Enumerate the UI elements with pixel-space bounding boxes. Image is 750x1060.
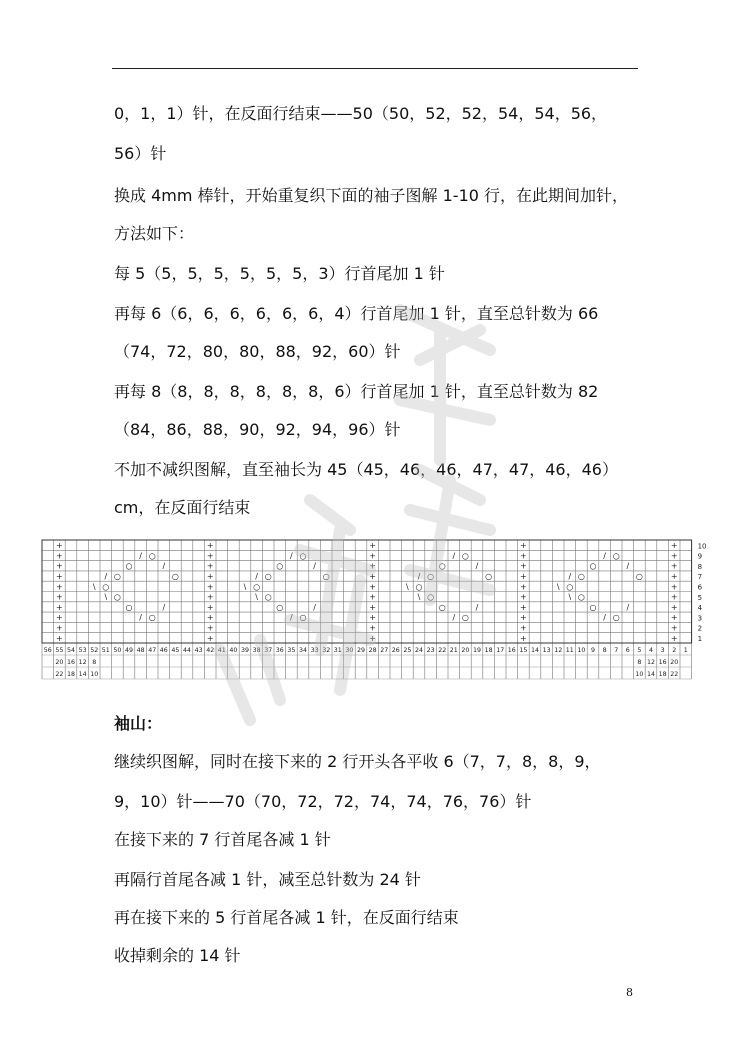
chart-size-mark: 10	[635, 671, 644, 678]
chart-stitch-number: 27	[380, 647, 389, 654]
text-line: 继续织图解，同时在接下来的 2 行开头各平收 6（7，7，8，8，9，	[114, 752, 601, 771]
chart-stitch-number: 37	[264, 647, 273, 654]
chart-symbol-purl: +	[520, 633, 527, 643]
chart-symbol: /	[162, 602, 166, 612]
chart-stitch-number: 43	[194, 647, 203, 654]
chart-stitch-number: 6	[625, 647, 630, 654]
chart-row-number: 3	[697, 614, 703, 623]
chart-symbol: ○	[253, 582, 261, 592]
chart-symbol: ○	[125, 602, 133, 612]
page-number: 8	[626, 986, 633, 999]
header-rule	[112, 68, 638, 69]
text-line: 56）针	[114, 144, 167, 163]
chart-row-number: 5	[697, 593, 703, 602]
chart-stitch-number: 52	[90, 647, 99, 654]
chart-symbol: /	[313, 602, 316, 612]
text-line: 不加不减织图解，直至袖长为 45（45，46，46，47，47，46，46）	[114, 460, 618, 479]
chart-symbol-purl: +	[56, 592, 63, 602]
chart-symbol-purl: +	[56, 572, 63, 581]
chart-stitch-number: 20	[461, 647, 470, 654]
chart-size-mark: 16	[66, 659, 76, 666]
chart-symbol: ○	[612, 551, 620, 561]
chart-stitch-number: 10	[577, 647, 586, 654]
chart-symbol: \	[243, 582, 247, 592]
chart-symbol: ○	[264, 572, 272, 581]
chart-stitch-number: 49	[124, 647, 134, 654]
chart-symbol: ○	[125, 561, 133, 571]
chart-symbol-purl: +	[56, 541, 63, 551]
chart-symbol-purl: +	[369, 613, 376, 623]
chart-symbol: ○	[113, 592, 121, 602]
chart-stitch-number: 1	[683, 647, 688, 654]
chart-symbol: ○	[299, 613, 307, 623]
chart-symbol-purl: +	[670, 592, 678, 602]
chart-symbol: /	[568, 572, 572, 581]
chart-symbol: \	[556, 582, 560, 592]
chart-symbol: ○	[635, 572, 643, 581]
chart-stitch-number: 34	[298, 647, 308, 654]
chart-stitch-number: 14	[530, 647, 540, 654]
chart-size-mark: 14	[646, 671, 656, 678]
chart-symbol-purl: +	[206, 592, 214, 602]
text-line: 再每 6（6，6，6，6，6，6，4）行首尾加 1 针，直至总针数为 66	[114, 304, 599, 323]
chart-stitch-number: 35	[287, 647, 296, 654]
chart-symbol: ○	[589, 561, 597, 571]
chart-symbol-purl: +	[670, 541, 678, 551]
chart-symbol-purl: +	[206, 561, 214, 571]
chart-size-mark: 8	[637, 659, 642, 666]
chart-symbol-purl: +	[520, 592, 527, 602]
chart-row-number: 7	[697, 573, 703, 582]
chart-symbol: ○	[102, 582, 110, 592]
chart-symbol: ○	[612, 613, 620, 623]
text-line: 收掉剩余的 14 针	[114, 946, 241, 965]
chart-symbol: /	[255, 572, 258, 581]
chart-symbol: \	[568, 592, 572, 602]
chart-symbol: ○	[485, 572, 493, 581]
chart-stitch-number: 41	[217, 647, 226, 654]
chart-size-mark: 16	[658, 659, 667, 666]
chart-stitch-number: 45	[171, 647, 180, 654]
chart-row-number: 9	[697, 552, 703, 561]
chart-symbol-purl: +	[520, 602, 527, 612]
chart-symbol: ○	[113, 572, 121, 581]
chart-symbol: /	[603, 613, 606, 623]
text-line: 在接下来的 7 行首尾各减 1 针	[114, 830, 331, 849]
chart-symbol: ○	[438, 602, 446, 612]
chart-symbol-purl: +	[369, 582, 376, 592]
chart-symbol-purl: +	[56, 633, 63, 643]
chart-stitch-number: 30	[345, 647, 354, 654]
chart-size-mark: 22	[670, 671, 679, 678]
chart-stitch-number: 36	[275, 647, 284, 654]
chart-stitch-number: 13	[542, 647, 551, 654]
text-line: 每 5（5，5，5，5，5，5，3）行首尾加 1 针	[114, 264, 445, 283]
chart-stitch-number: 16	[507, 647, 516, 654]
chart-size-mark: 20	[55, 659, 64, 666]
chart-symbol: /	[603, 551, 606, 561]
chart-symbol: /	[139, 551, 142, 561]
chart-symbol: /	[290, 613, 293, 623]
chart-symbol: ○	[427, 592, 435, 602]
chart-symbol: /	[290, 551, 293, 561]
chart-stitch-number: 9	[590, 647, 596, 654]
chart-symbol: /	[475, 561, 479, 571]
chart-stitch-number: 8	[602, 647, 607, 654]
chart-symbol-purl: +	[670, 602, 678, 612]
chart-symbol-purl: +	[670, 633, 678, 643]
chart-stitch-number: 22	[438, 647, 447, 654]
chart-symbol-purl: +	[56, 623, 63, 633]
chart-symbol-purl: +	[520, 561, 527, 571]
text-line: 方法如下：	[114, 224, 195, 243]
chart-symbol: \	[406, 582, 409, 592]
text-line: （84，86，88，90，92，94，96）针	[114, 420, 401, 439]
chart-stitch-number: 29	[356, 647, 366, 654]
chart-stitch-number: 4	[648, 647, 654, 654]
chart-stitch-number: 15	[519, 647, 528, 654]
chart-row-number: 1	[697, 635, 703, 643]
chart-symbol: ○	[427, 572, 435, 581]
chart-stitch-number: 7	[614, 647, 619, 654]
chart-symbol: /	[452, 551, 456, 561]
chart-stitch-number: 19	[472, 647, 482, 654]
chart-stitch-number: 53	[78, 647, 87, 654]
chart-stitch-number: 55	[55, 647, 64, 654]
chart-row-number: 8	[697, 562, 703, 571]
chart-row-number: 10	[697, 542, 707, 551]
chart-stitch-number: 28	[368, 647, 377, 654]
chart-symbol-purl: +	[206, 613, 214, 623]
chart-stitch-number: 51	[101, 647, 110, 654]
chart-symbol-purl: +	[520, 572, 527, 581]
chart-symbol-purl: +	[369, 592, 376, 602]
chart-symbol-purl: +	[520, 551, 527, 561]
chart-stitch-number: 18	[484, 647, 493, 654]
chart-size-mark: 20	[670, 659, 679, 666]
text-line: 再每 8（8，8，8，8，8，8，6）行首尾加 1 针，直至总针数为 82	[114, 382, 599, 401]
chart-stitch-number: 33	[310, 647, 319, 654]
chart-symbol-purl: +	[369, 633, 376, 643]
text-line: cm，在反面行结束	[114, 498, 251, 517]
watermark-logo	[190, 270, 520, 730]
chart-symbol-purl: +	[670, 572, 678, 581]
chart-symbol-purl: +	[56, 602, 63, 612]
chart-row-number: 6	[697, 583, 703, 592]
chart-symbol-purl: +	[369, 551, 376, 561]
chart-stitch-number: 39	[240, 647, 250, 654]
chart-symbol: /	[475, 602, 479, 612]
chart-symbol-purl: +	[520, 623, 527, 633]
chart-stitch-number: 32	[322, 647, 331, 654]
chart-symbol-purl: +	[206, 551, 214, 561]
chart-stitch-number: 47	[148, 647, 157, 654]
chart-symbol-purl: +	[670, 551, 678, 561]
text-line: 9，10）针——70（70，72，72，74，74，76，76）针	[114, 792, 532, 811]
chart-symbol-purl: +	[206, 582, 214, 592]
chart-size-mark: 18	[66, 671, 76, 678]
chart-symbol-purl: +	[206, 633, 214, 643]
chart-symbol: ○	[566, 582, 574, 592]
text-line: 再隔行首尾各减 1 针，减至总针数为 24 针	[114, 870, 421, 889]
chart-row-number: 2	[697, 624, 703, 633]
chart-stitch-number: 31	[333, 647, 342, 654]
section-title: 袖山：	[114, 714, 163, 733]
chart-symbol: ○	[589, 602, 597, 612]
chart-symbol: ○	[322, 572, 330, 581]
chart-symbol: /	[139, 613, 142, 623]
chart-symbol-purl: +	[206, 572, 214, 581]
chart-stitch-number: 26	[391, 647, 400, 654]
chart-stitch-number: 48	[136, 647, 145, 654]
text-line: 换成 4mm 棒针，开始重复织下面的袖子图解 1-10 行，在此期间加针，	[114, 186, 629, 205]
chart-symbol: ○	[577, 572, 585, 581]
chart-symbol-purl: +	[369, 602, 376, 612]
chart-stitch-number: 25	[403, 647, 412, 654]
chart-symbol-purl: +	[670, 613, 678, 623]
chart-size-mark: 10	[90, 671, 99, 678]
chart-stitch-number: 40	[229, 647, 238, 654]
chart-stitch-number: 17	[496, 647, 505, 654]
chart-symbol-purl: +	[670, 582, 678, 592]
chart-symbol-purl: +	[206, 541, 214, 551]
chart-symbol-purl: +	[206, 602, 214, 612]
chart-symbol: ○	[461, 613, 469, 623]
chart-symbol: /	[417, 572, 421, 581]
chart-stitch-number: 54	[66, 647, 76, 654]
chart-symbol: /	[162, 561, 166, 571]
chart-symbol: ○	[438, 561, 446, 571]
chart-symbol-purl: +	[56, 582, 63, 592]
chart-stitch-number: 12	[554, 647, 563, 654]
chart-row-number: 4	[697, 604, 703, 613]
chart-symbol: ○	[577, 592, 585, 602]
chart-symbol: ○	[276, 602, 284, 612]
chart-stitch-number: 21	[449, 647, 458, 654]
chart-stitch-number: 46	[159, 647, 168, 654]
chart-stitch-number: 11	[565, 647, 574, 654]
chart-symbol-purl: +	[369, 541, 376, 551]
chart-symbol-purl: +	[369, 561, 376, 571]
chart-symbol: \	[104, 592, 108, 602]
chart-symbol: ○	[415, 582, 423, 592]
chart-symbol: \	[255, 592, 258, 602]
text-line: （74，72，80，80，88，92，60）针	[114, 342, 401, 361]
chart-stitch-number: 44	[182, 647, 192, 654]
chart-size-mark: 14	[78, 671, 87, 678]
chart-size-mark: 18	[658, 671, 667, 678]
chart-stitch-number: 24	[414, 647, 424, 654]
chart-symbol: /	[452, 613, 456, 623]
chart-stitch-number: 2	[672, 647, 677, 654]
chart-symbol: ○	[148, 551, 156, 561]
chart-size-mark: 8	[92, 659, 97, 666]
chart-symbol-purl: +	[520, 613, 527, 623]
chart-symbol: /	[626, 602, 630, 612]
text-line: 0，1，1）针，在反面行结束——50（50，52，52，54，54，56，	[114, 104, 608, 123]
chart-symbol: /	[626, 561, 630, 571]
chart-size-mark: 22	[55, 671, 64, 678]
chart-stitch-number: 50	[113, 647, 122, 654]
chart-symbol-purl: +	[369, 572, 376, 581]
chart-symbol: /	[313, 561, 316, 571]
chart-symbol: ○	[264, 592, 272, 602]
chart-symbol-purl: +	[56, 561, 63, 571]
chart-symbol: ○	[299, 551, 307, 561]
chart-stitch-number: 23	[426, 647, 435, 654]
chart-symbol-purl: +	[56, 613, 63, 623]
chart-symbol: \	[92, 582, 96, 592]
chart-symbol: \	[417, 592, 421, 602]
chart-size-mark: 12	[78, 659, 87, 666]
chart-symbol-purl: +	[369, 623, 376, 633]
chart-symbol-purl: +	[520, 541, 527, 551]
chart-stitch-number: 38	[252, 647, 261, 654]
chart-symbol: /	[104, 572, 108, 581]
chart-symbol: ○	[148, 613, 156, 623]
chart-symbol-purl: +	[56, 551, 63, 561]
chart-symbol-purl: +	[670, 623, 678, 633]
chart-stitch-number: 42	[206, 647, 215, 654]
text-line: 再在接下来的 5 行首尾各减 1 针，在反面行结束	[114, 908, 459, 927]
chart-symbol-purl: +	[520, 582, 527, 592]
chart-size-mark: 12	[646, 659, 656, 666]
chart-symbol-purl: +	[670, 561, 678, 571]
chart-symbol-purl: +	[206, 623, 214, 633]
chart-symbol: ○	[276, 561, 284, 571]
chart-stitch-number: 56	[43, 647, 52, 654]
chart-stitch-number: 3	[660, 647, 665, 654]
chart-stitch-number: 5	[637, 647, 642, 654]
chart-symbol: ○	[461, 551, 469, 561]
chart-symbol: ○	[171, 572, 179, 581]
